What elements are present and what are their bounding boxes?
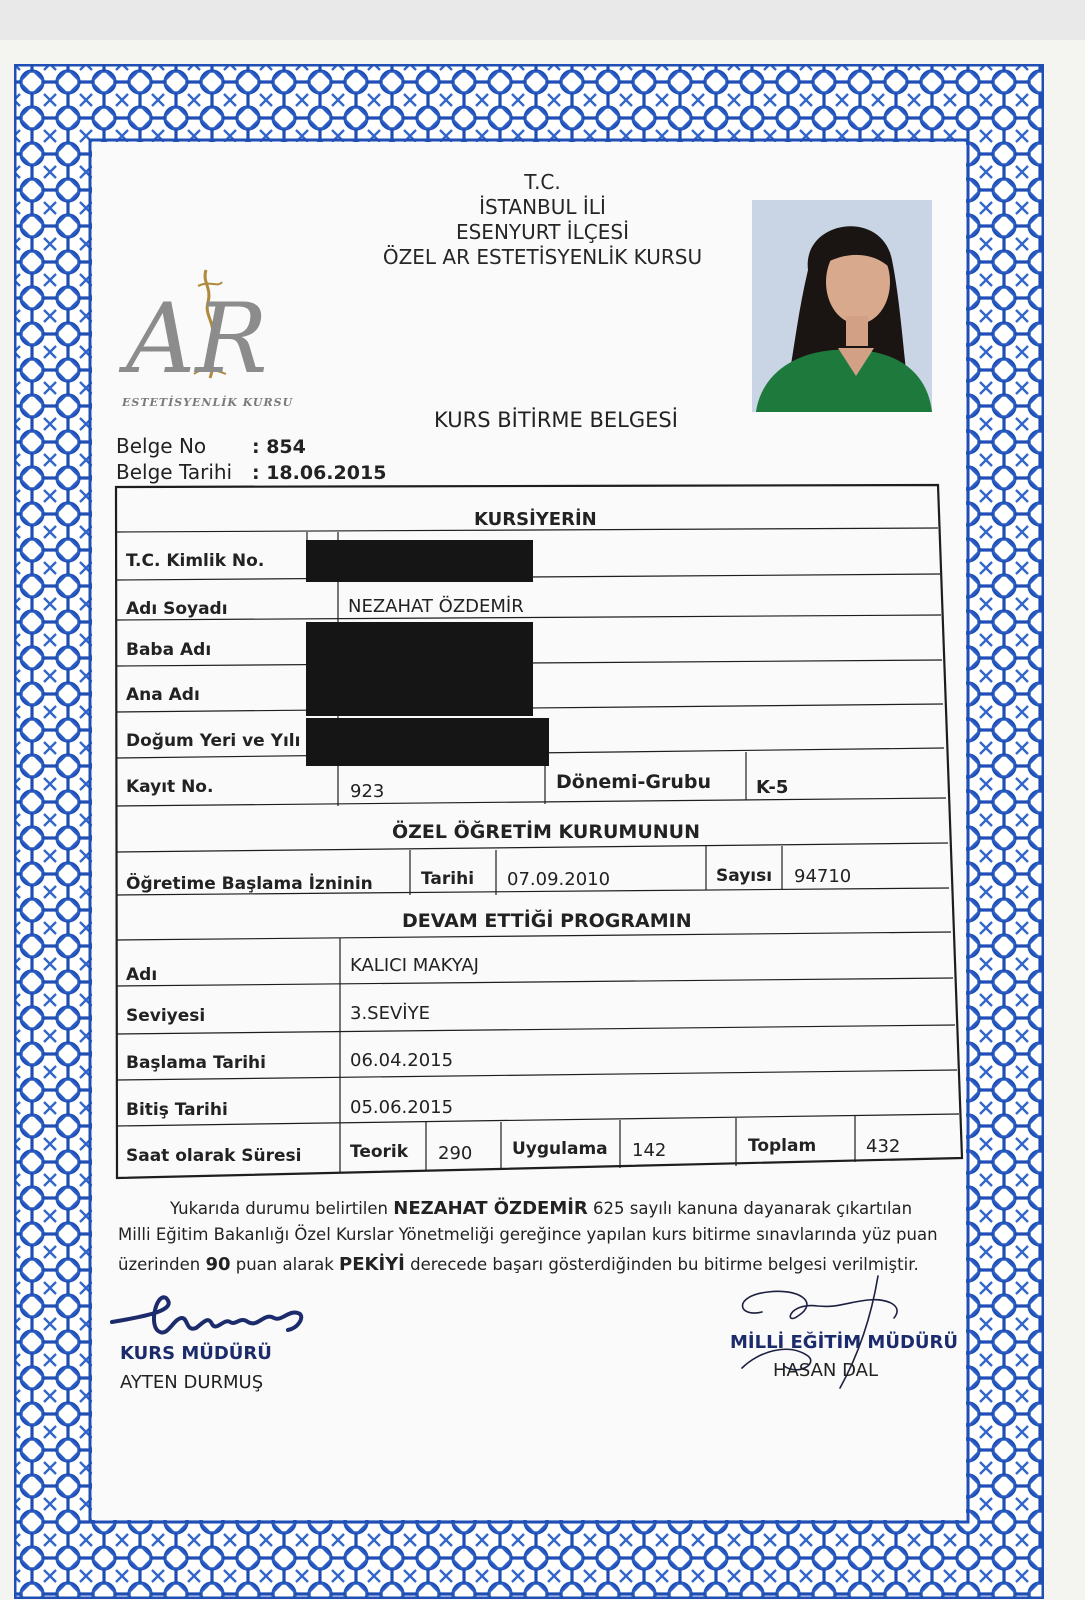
statement-name: NEZAHAT ÖZDEMİR [393,1198,588,1219]
level-value: 3.SEVİYE [350,1003,430,1024]
name-label: Adı Soyadı [126,599,228,619]
logo-monogram: AR [126,283,268,395]
practice-value: 142 [632,1140,667,1161]
start-label: Başlama Tarihi [126,1053,266,1073]
statement-p4: puan alarak [235,1255,334,1274]
section-program: DEVAM ETTİĞİ PROGRAMIN [402,910,692,932]
mother-label: Ana Adı [126,685,200,705]
belge-no-label: Belge No [116,434,207,458]
statement-grade: PEKİYİ [339,1254,405,1275]
left-signatory-name: AYTEN DURMUŞ [120,1372,264,1393]
theory-value: 290 [438,1143,473,1164]
hours-label: Saat olarak Süresi [126,1146,302,1166]
birth-redaction [306,718,549,766]
record-label: Kayıt No. [126,777,214,797]
father-label: Baba Adı [126,640,212,660]
certificate-title: KURS BİTİRME BELGESİ [434,408,678,432]
statement-line-1 [118,1194,978,1223]
header-province: İSTANBUL İLİ [479,195,606,219]
permit-date-label: Tarihi [421,869,475,889]
permit-date-value: 07.09.2010 [507,869,611,890]
section-institution: ÖZEL ÖĞRETİM KURUMUNUN [392,821,700,843]
name-value: NEZAHAT ÖZDEMİR [348,596,524,617]
statement-line-2: Milli Eğitim Bakanlığı Özel Kurslar Yönetmeliği gereğince yapılan kurs bitirme sınavlarında yüz puan [118,1225,938,1244]
right-signatory-name: HASAN DAL [773,1360,878,1381]
period-label: Dönemi-Grubu [556,771,712,793]
period-value: K-5 [756,777,789,798]
statement-score: 90 [205,1254,231,1275]
belge-date-value: : 18.06.2015 [252,462,387,484]
permit-no-label: Sayısı [716,866,773,886]
program-name-label: Adı [126,965,158,985]
right-signatory-title: MİLLİ EĞİTİM MÜDÜRÜ [730,1332,958,1353]
mother-redaction [306,670,533,716]
total-label: Toplam [748,1136,817,1156]
logo-caption: ESTETİSYENLİK KURSU [122,396,294,409]
tc-label: T.C. Kimlik No. [126,551,265,571]
permit-no-value: 94710 [794,866,852,887]
birth-label: Doğum Yeri ve Yılı [126,731,301,751]
permit-label: Öğretime Başlama İzninin [126,874,373,894]
father-redaction [306,622,533,670]
theory-label: Teorik [350,1142,409,1162]
statement-p1: Yukarıda durumu belirtilen [170,1199,388,1218]
left-signatory-title: KURS MÜDÜRÜ [120,1343,272,1364]
header-institution: ÖZEL AR ESTETİSYENLİK KURSU [382,245,703,269]
left-signature [108,1288,318,1348]
statement-p2: 625 sayılı kanuna dayanarak çıkartılan [593,1199,913,1218]
header-district: ESENYURT İLÇESİ [455,220,630,244]
program-name-value: KALICI MAKYAJ [350,955,479,976]
practice-label: Uygulama [512,1139,608,1159]
header-tc: T.C. [524,170,561,194]
belge-date-label: Belge Tarihi [116,460,233,484]
end-label: Bitiş Tarihi [126,1100,228,1120]
total-value: 432 [866,1136,901,1157]
belge-no-value: : 854 [252,436,306,458]
tc-redaction [306,540,533,582]
statement-p3: üzerinden [118,1255,201,1274]
record-value: 923 [350,781,385,802]
statement-p5: derecede başarı gösterdiğinden bu bitirme belgesi verilmiştir. [410,1255,919,1274]
level-label: Seviyesi [126,1006,206,1026]
end-value: 05.06.2015 [350,1097,454,1118]
start-value: 06.04.2015 [350,1050,454,1071]
section-trainee: KURSİYERİN [474,509,597,530]
